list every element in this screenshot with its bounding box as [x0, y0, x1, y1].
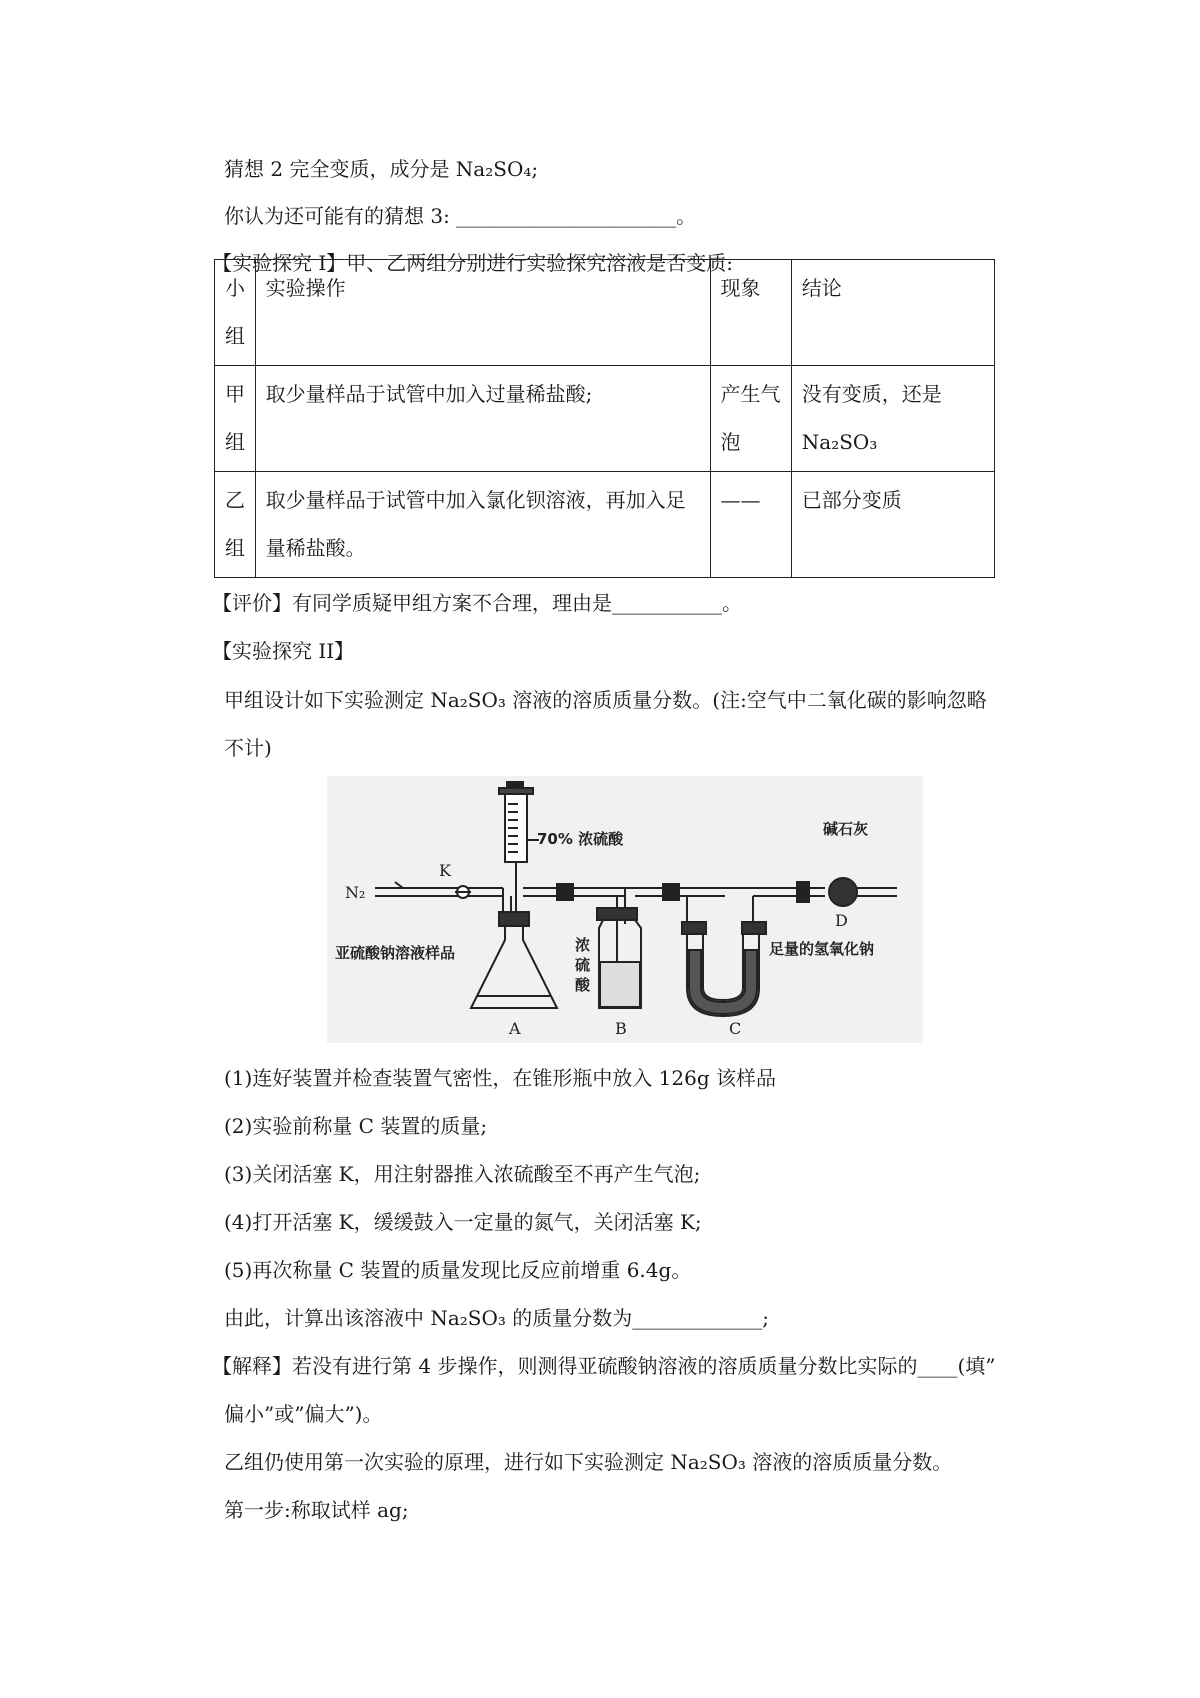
fig-b-reagent-3: 酸 — [575, 976, 591, 994]
row-operation: 取少量样品于试管中加入氯化钡溶液，再加入足量稀盐酸。 — [255, 472, 710, 578]
experiment-2-intro-cont: 不计) — [224, 736, 272, 760]
header-group: 小组 — [215, 260, 256, 366]
hypothesis-3-blank: 你认为还可能有的猜想 3: ______________________。 — [224, 204, 697, 228]
step-3: (3)关闭活塞 K，用注射器推入浓硫酸至不再产生气泡; — [224, 1162, 701, 1186]
fig-label-d: D — [835, 911, 848, 930]
row-operation: 取少量样品于试管中加入过量稀盐酸; — [255, 366, 710, 472]
fig-label-b: B — [615, 1019, 627, 1038]
fig-d-reagent: 碱石灰 — [823, 820, 869, 838]
fig-acid-label: 70% 浓硫酸 — [537, 830, 624, 848]
row-conclusion: 没有变质，还是 Na₂SO₃ — [791, 366, 994, 472]
evaluation: 【评价】有同学质疑甲组方案不合理，理由是___________。 — [212, 591, 742, 615]
calculation-question: 由此，计算出该溶液中 Na₂SO₃ 的质量分数为_____________; — [224, 1306, 770, 1330]
fig-c-reagent: 足量的氢氧化钠 — [769, 940, 875, 958]
row-group: 乙组 — [215, 472, 256, 578]
fig-label-c: C — [729, 1019, 742, 1038]
hypothesis-2: 猜想 2 完全变质，成分是 Na₂SO₄; — [224, 157, 539, 181]
table-header-row — [215, 260, 995, 366]
row-group: 甲组 — [215, 366, 256, 472]
table-row — [215, 366, 995, 472]
header-phenomenon: 现象 — [710, 260, 791, 366]
step-1: (1)连好装置并检查装置气密性，在锥形瓶中放入 126g 该样品 — [224, 1066, 777, 1090]
fig-valve-label: K — [439, 861, 451, 880]
step-5: (5)再次称量 C 装置的质量发现比反应前增重 6.4g。 — [224, 1258, 692, 1282]
row-phenomenon: 产生气泡 — [710, 366, 791, 472]
header-operation: 实验操作 — [255, 260, 710, 366]
header-conclusion: 结论 — [791, 260, 994, 366]
row-conclusion: 已部分变质 — [791, 472, 994, 578]
table-row — [215, 472, 995, 578]
row-phenomenon: —— — [710, 472, 791, 578]
experiment-2-title: 【实验探究 II】 — [212, 639, 355, 663]
first-step: 第一步:称取试样 ag; — [224, 1498, 409, 1522]
fig-b-reagent-2: 硫 — [575, 956, 591, 974]
fig-label-a: A — [509, 1019, 521, 1038]
step-2: (2)实验前称量 C 装置的质量; — [224, 1114, 488, 1138]
explanation-cont: 偏小”或”偏大”)。 — [224, 1402, 383, 1426]
explanation: 【解释】若没有进行第 4 步操作，则测得亚硫酸钠溶液的溶质质量分数比实际的____(填” — [212, 1354, 996, 1378]
fig-b-reagent-1: 浓 — [575, 936, 591, 954]
experiment-2-intro: 甲组设计如下实验测定 Na₂SO₃ 溶液的溶质质量分数。(注:空气中二氧化碳的影响忽略 — [224, 688, 987, 712]
experiment-1-title: 【实验探究 I】甲、乙两组分别进行实验探究溶液是否变质: — [212, 251, 733, 275]
group-yi-intro: 乙组仍使用第一次实验的原理，进行如下实验测定 Na₂SO₃ 溶液的溶质质量分数。 — [224, 1450, 953, 1474]
fig-gas-label: N₂ — [345, 883, 366, 902]
fig-sample-label: 亚硫酸钠溶液样品 — [335, 944, 456, 962]
apparatus-diagram — [327, 776, 923, 1043]
experiment-table — [214, 259, 995, 578]
step-4: (4)打开活塞 K，缓缓鼓入一定量的氮气，关闭活塞 K; — [224, 1210, 702, 1234]
